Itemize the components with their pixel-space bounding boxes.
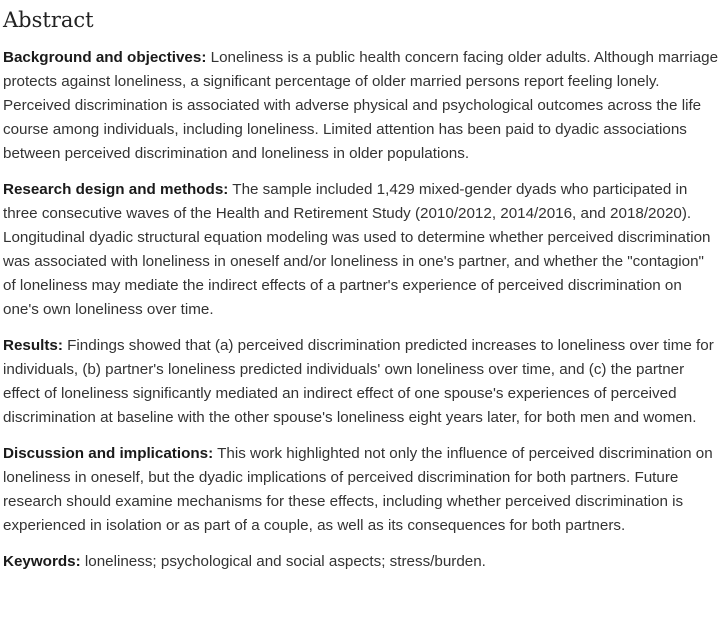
section-heading: Research design and methods:: [3, 181, 229, 198]
section-heading: Keywords:: [3, 553, 81, 570]
keywords-text: loneliness; psychological and social aspects; stress/burden.: [84, 553, 486, 570]
section-discussion-implications: [3, 442, 720, 538]
abstract-title: Abstract: [3, 8, 94, 32]
section-background-objectives: [3, 46, 720, 166]
section-text: Findings showed that (a) perceived discrimination predicted increases to loneliness over time for individuals, (b) partner's loneliness predicted individuals' own loneliness over time, and (c) the partner effect of loneliness significantly mediated an indirect effect of one spouse's experiences of perceived discrimination at baseline with the other spouse's loneliness eight years later, for both men and women.: [3, 337, 714, 426]
section-text: The sample included 1,429 mixed-gender dyads who participated in three consecutive waves of the Health and Retirement Study (2010/2012, 2014/2016, and 2018/2020). Longitudinal dyadic structural equation modeling was used to determine whether perceived discrimination was associated with loneliness in oneself and/or loneliness in one's partner, and whether the "contagion" of loneliness may mediate the indirect effects of a partner's experience of perceived discrimination on one's own loneliness over time.: [3, 181, 711, 318]
section-results: [3, 334, 720, 430]
section-research-design-methods: [3, 178, 720, 322]
section-text: Loneliness is a public health concern facing older adults. Although marriage protects against loneliness, a significant percentage of older married persons report feeling lonely. Perceived discrimination is associated with adverse physical and psychological outcomes across the life course among individuals, including loneliness. Limited attention has been paid to dyadic associations between perceived discrimination and loneliness in older populations.: [3, 49, 719, 162]
section-keywords: [3, 550, 720, 574]
section-heading: Results:: [3, 337, 63, 354]
section-heading: Background and objectives:: [3, 49, 207, 66]
section-text: This work highlighted not only the influence of perceived discrimination on loneliness in oneself, but the dyadic implications of perceived discrimination for both partners. Future research should examine mechanisms for these effects, including whether perceived discrimination is experienced in isolation or as part of a couple, as well as its consequences for both partners.: [3, 445, 713, 534]
section-heading: Discussion and implications:: [3, 445, 214, 462]
